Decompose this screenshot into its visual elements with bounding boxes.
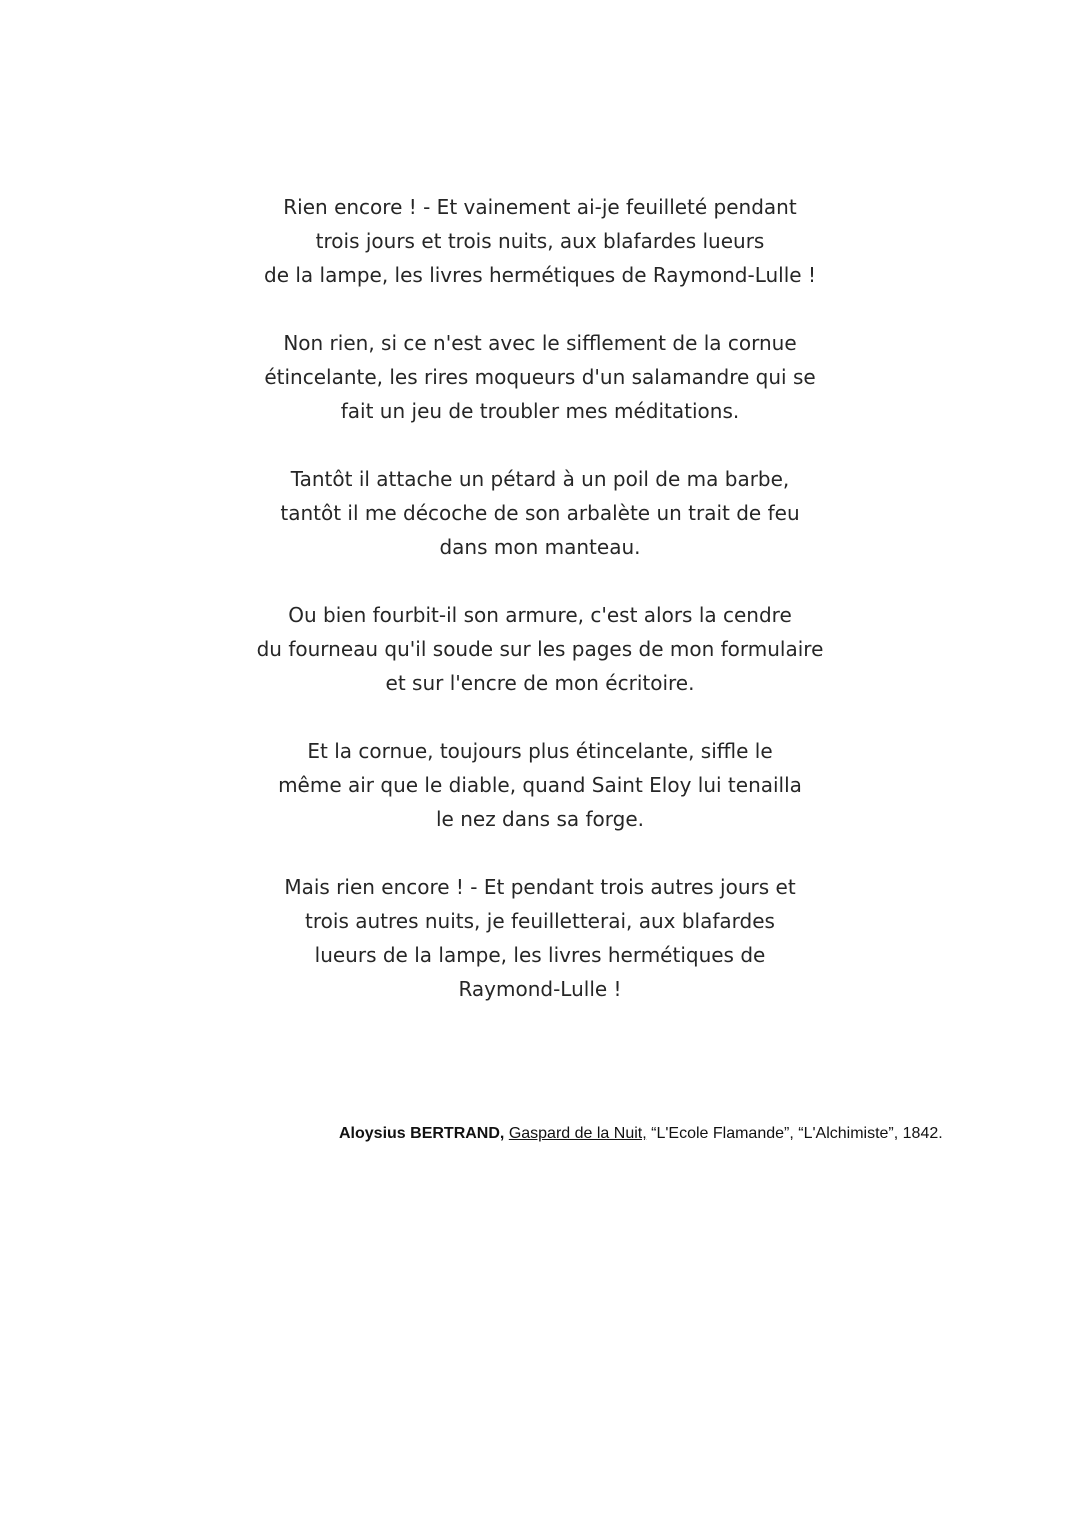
poem-line: le nez dans sa forge. xyxy=(436,807,644,831)
poem-line: trois autres nuits, je feuilletterai, aux blafardes xyxy=(305,909,775,933)
citation-book-title: Gaspard de la Nuit, xyxy=(508,1125,647,1142)
stanza xyxy=(0,598,1080,700)
stanza xyxy=(0,734,1080,836)
poem-line: fait un jeu de troubler mes méditations. xyxy=(340,399,740,423)
stanza xyxy=(0,326,1080,428)
poem-line: lueurs de la lampe, les livres hermétiques de xyxy=(314,943,766,967)
citation-author: Aloysius BERTRAND, xyxy=(339,1125,505,1142)
poem-line: du fourneau qu'il soude sur les pages de mon formulaire xyxy=(256,637,824,661)
poem-line: étincelante, les rires moqueurs d'un salamandre qui se xyxy=(264,365,816,389)
stanza xyxy=(0,870,1080,1006)
poem-line: Ou bien fourbit-il son armure, c'est alors la cendre xyxy=(288,603,792,627)
stanza xyxy=(0,462,1080,564)
poem-line: Et la cornue, toujours plus étincelante, siffle le xyxy=(307,739,773,763)
poem-line: Raymond-Lulle ! xyxy=(458,977,622,1001)
citation xyxy=(339,1123,943,1145)
poem-line: Mais rien encore ! - Et pendant trois autres jours et xyxy=(284,875,796,899)
poem-line: dans mon manteau. xyxy=(439,535,641,559)
stanza xyxy=(0,190,1080,292)
poem-line: Non rien, si ce n'est avec le sifflement de la cornue xyxy=(283,331,797,355)
poem-line: de la lampe, les livres hermétiques de Raymond-Lulle ! xyxy=(264,263,816,287)
poem-line: même air que le diable, quand Saint Eloy lui tenailla xyxy=(278,773,802,797)
poem-text xyxy=(0,190,1080,1040)
poem-line: Rien encore ! - Et vainement ai-je feuilleté pendant xyxy=(283,195,797,219)
poem-line: trois jours et trois nuits, aux blafardes lueurs xyxy=(315,229,765,253)
poem-line: et sur l'encre de mon écritoire. xyxy=(385,671,695,695)
citation-source: “L'Ecole Flamande”, “L'Alchimiste”, 1842. xyxy=(651,1125,943,1142)
poem-line: Tantôt il attache un pétard à un poil de ma barbe, xyxy=(290,467,790,491)
poem-line: tantôt il me décoche de son arbalète un trait de feu xyxy=(280,501,800,525)
